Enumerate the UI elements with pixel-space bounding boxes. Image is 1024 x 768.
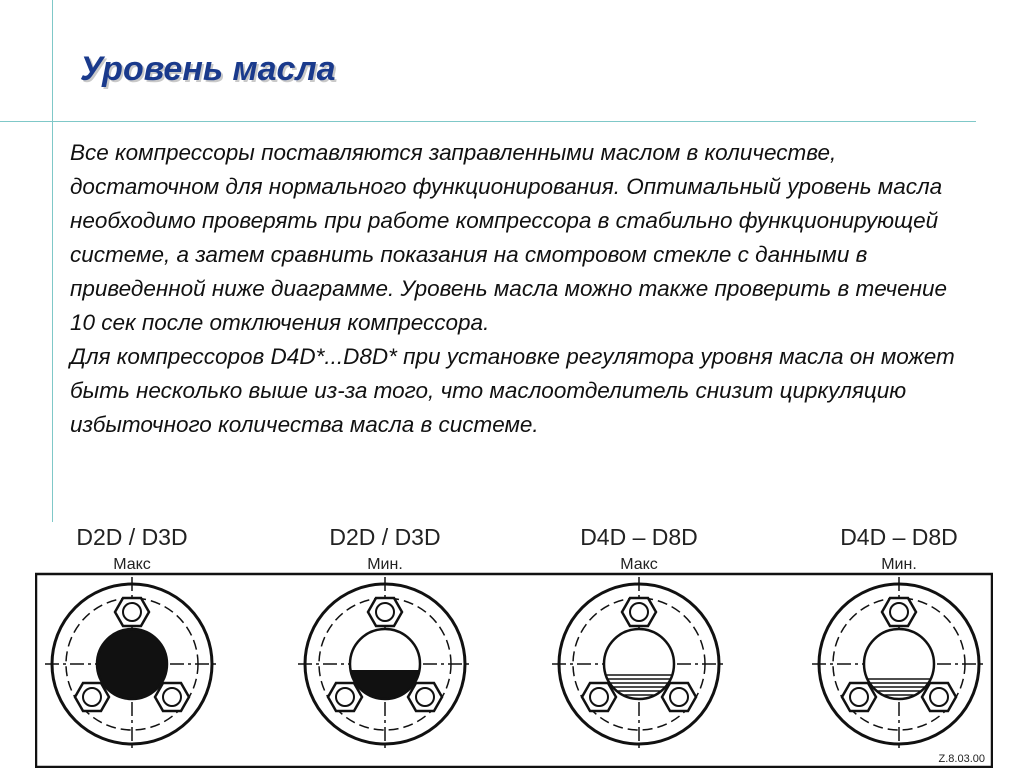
sight-glass-panel-2 — [298, 524, 472, 750]
oil-level-diagram-svg — [35, 522, 993, 768]
panel-1-level: Макс — [113, 556, 151, 573]
panel-3-level: Макс — [620, 556, 658, 573]
paragraph-oil-check: Все компрессоры поставляются заправленными маслом в количестве, достаточном для нормального функционирования. Оптимальный уровень масла необходимо проверять при работе компрессора в стабильно функционирующей системе, а затем сравнить показания на смотровом стекле с данными в приведенной ниже диаграмме. Уровень масла можно также проверить в течение 10 сек после отключения компрессора. — [70, 140, 948, 335]
sight-glass-panel-1 — [45, 524, 219, 750]
panel-1-model: D2D / D3D — [76, 524, 188, 550]
panel-3-model: D4D – D8D — [580, 524, 698, 550]
oil-level-diagram — [35, 522, 993, 768]
horizontal-accent-line — [0, 121, 976, 122]
vertical-accent-line — [52, 0, 53, 522]
sight-glass-panel-4 — [812, 524, 986, 750]
paragraph-regulator-note: Для компрессоров D4D*...D8D* при установке регулятора уровня масла он может быть несколько выше из-за того, что маслоотделитель снизит циркуляцию избыточного количества масла в системе. — [70, 344, 955, 437]
drawing-ref-code: Z.8.03.00 — [938, 753, 985, 765]
panel-4-model: D4D – D8D — [840, 524, 958, 550]
panel-2-level: Мин. — [367, 556, 403, 573]
panel-2-model: D2D / D3D — [329, 524, 441, 550]
body-text — [70, 136, 975, 442]
panel-1-sight-glass — [97, 629, 167, 699]
sight-glass-panel-3 — [552, 524, 726, 750]
slide-title: Уровень масла — [80, 50, 336, 88]
panel-4-level: Мин. — [881, 556, 917, 573]
